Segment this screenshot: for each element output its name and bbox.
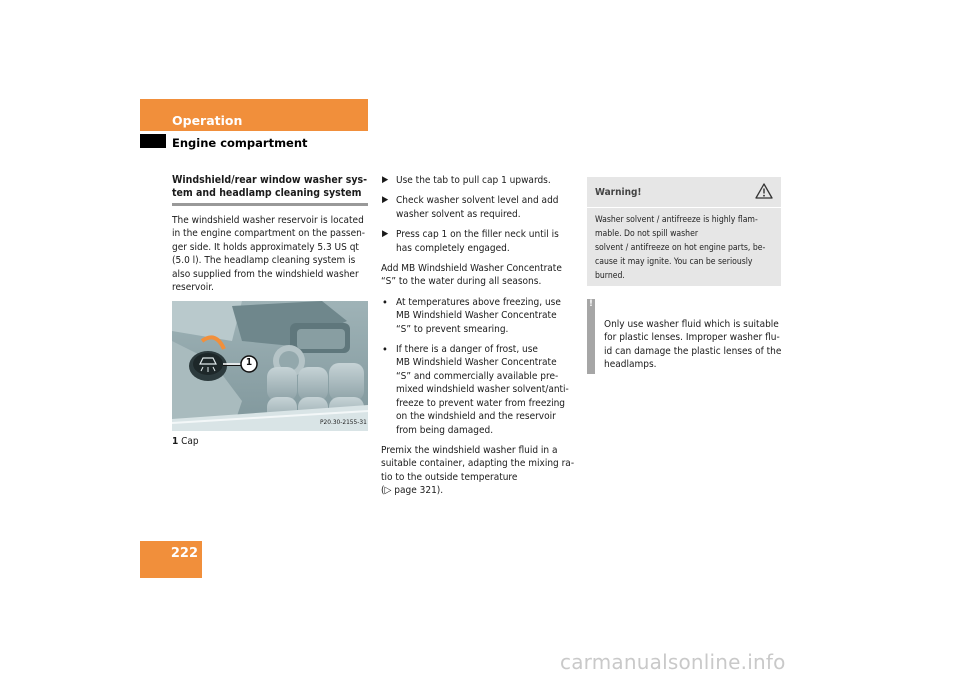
text-line: mable. Do not spill washer	[595, 229, 699, 240]
text-line: solvent / antifreeze on hot engine parts, be-	[595, 243, 766, 254]
concentrate-paragraph	[381, 262, 575, 289]
engine-compartment-photo	[172, 301, 368, 431]
step-item	[381, 194, 575, 221]
step-item	[381, 174, 575, 187]
text-line: burned.	[595, 271, 625, 282]
text-line: Add MB Windshield Washer Concentrate	[381, 263, 562, 275]
subheading	[172, 174, 368, 206]
text-line: “S” to the water during all seasons.	[381, 276, 542, 288]
step-item	[381, 228, 575, 255]
page-reference[interactable]: (▷ page 321).	[381, 485, 444, 497]
footer-watermark: carmanualsonline.info	[560, 650, 786, 674]
text-line: tio to the outside temperature	[381, 471, 518, 483]
text-line: Press cap 1 on the filler neck until is	[396, 229, 559, 241]
step-arrow-icon: ▶	[382, 195, 389, 206]
section-title: Engine compartment	[172, 136, 308, 150]
intro-paragraph	[172, 214, 368, 294]
subheading-line: Windshield/rear window washer sys-	[172, 174, 368, 186]
text-line: The windshield washer reservoir is located	[172, 215, 364, 226]
figure-caption	[172, 436, 199, 447]
note-text	[604, 318, 784, 372]
text-line: Premix the windshield washer fluid in a	[381, 444, 558, 456]
text-line: At temperatures above freezing, use	[396, 296, 561, 308]
text-line: mixed windshield washer solvent/anti-	[396, 384, 569, 396]
premix-paragraph	[381, 444, 575, 498]
text-line: in the engine compartment on the passen-	[172, 228, 366, 240]
step-arrow-icon: ▶	[382, 229, 389, 240]
figure-code: P20.30-2155-31	[320, 418, 367, 426]
text-line: for plastic lenses. Improper washer flu-	[604, 332, 780, 344]
note-exclamation-icon: !	[589, 299, 593, 309]
step-arrow-icon: ▶	[382, 175, 389, 185]
text-line: headlamps.	[604, 359, 657, 371]
warning-divider	[587, 207, 781, 208]
bullet-icon: •	[382, 295, 388, 309]
text-line: Washer solvent / antifreeze is highly flam-	[595, 215, 758, 225]
text-line: MB Windshield Washer Concentrate	[396, 357, 557, 369]
text-line: suitable container, adapting the mixing ra-	[381, 458, 575, 470]
text-line: id can damage the plastic lenses of the	[604, 345, 782, 357]
text-line: on the windshield and the reservoir	[396, 411, 556, 423]
note-bar	[587, 299, 595, 374]
text-line: If there is a danger of frost, use	[396, 344, 538, 356]
text-line: (5.0 l). The headlamp cleaning system is	[172, 255, 356, 267]
text-line: washer solvent as required.	[396, 208, 521, 220]
caption-text: Cap	[181, 436, 199, 447]
text-line: freeze to prevent water from freezing	[396, 397, 565, 409]
bullet-icon: •	[382, 343, 388, 357]
bullet-item	[381, 343, 575, 437]
text-line: Use the tab to pull cap 1 upwards.	[396, 175, 551, 186]
text-line: “S” to prevent smearing.	[396, 323, 509, 335]
subheading-line: tem and headlamp cleaning system	[172, 187, 362, 199]
bullet-item	[381, 296, 575, 336]
caption-number: 1	[172, 436, 179, 447]
column-2	[381, 174, 575, 505]
warning-title: Warning!	[595, 187, 642, 198]
column-1	[172, 174, 368, 294]
text-line: Only use washer fluid which is suitable	[604, 319, 779, 330]
text-line: reservoir.	[172, 282, 214, 294]
figure-callout: 1	[245, 357, 253, 368]
text-line: Check washer solvent level and add	[396, 195, 559, 207]
warning-text	[595, 213, 775, 283]
warning-triangle-icon	[755, 183, 773, 203]
text-line: from being damaged.	[396, 424, 494, 436]
text-line: “S” and commercially available pre-	[396, 370, 559, 382]
text-line: has completely engaged.	[396, 242, 510, 254]
page-number: 222	[170, 546, 198, 561]
text-line: cause it may ignite. You can be seriously	[595, 257, 753, 268]
text-line: also supplied from the windshield washer	[172, 268, 359, 280]
text-line: MB Windshield Washer Concentrate	[396, 310, 557, 322]
text-line: ger side. It holds approximately 5.3 US qt	[172, 241, 359, 253]
chapter-title: Operation	[172, 113, 243, 128]
section-marker	[140, 134, 166, 148]
